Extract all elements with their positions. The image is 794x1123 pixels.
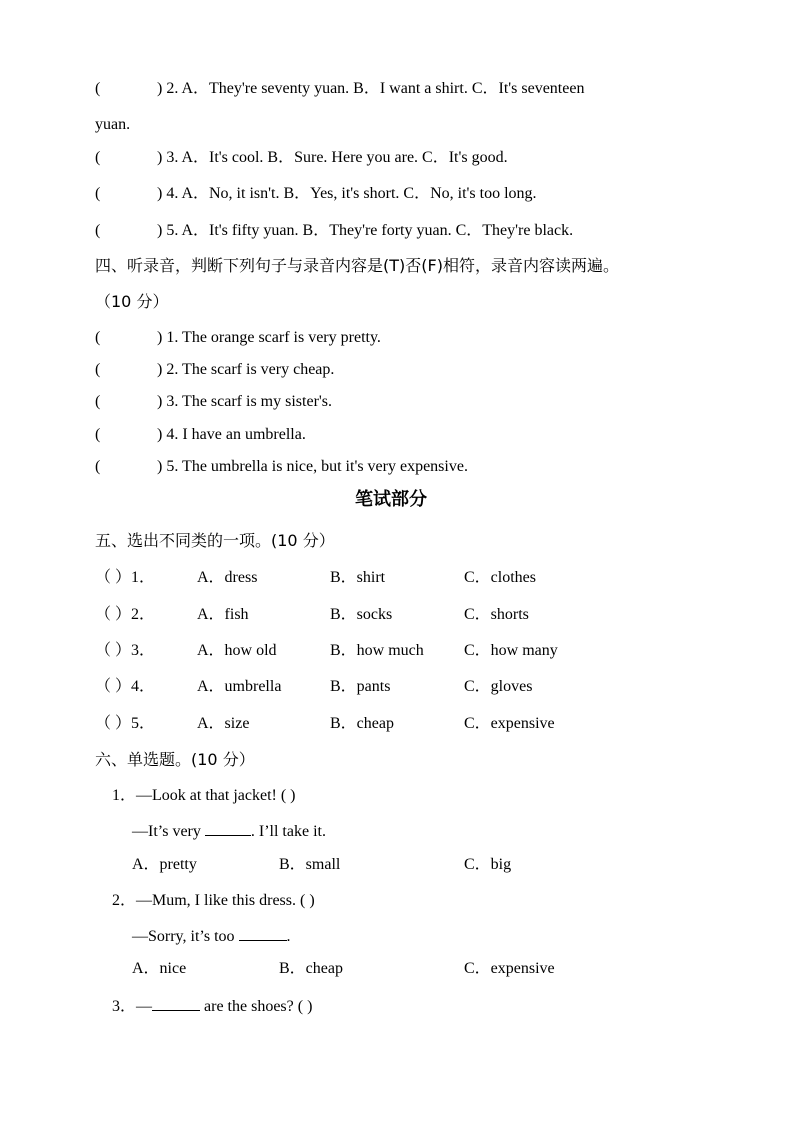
item-number: （ ）2．	[95, 606, 156, 623]
answer-paren: (	[95, 426, 101, 443]
statement-text: ) 3. The scarf is my sister's.	[157, 393, 332, 410]
reply-before-blank: —Sorry, it’s too	[132, 928, 239, 945]
option-a: A．fish	[197, 606, 249, 623]
question-text-continuation: yuan.	[95, 116, 131, 133]
item-number: （ ）5．	[95, 715, 156, 732]
reply-before-blank: —It’s very	[132, 823, 205, 840]
question-text: ) 2. A．They're seventy yuan. B．I want a shirt. C．It's seventeen	[157, 80, 585, 97]
question-text: ) 5. A．It's fifty yuan. B．They're forty yuan. C．They're black.	[157, 222, 574, 239]
answer-paren: (	[95, 361, 101, 378]
option-b: B．cheap	[279, 960, 343, 977]
answer-paren: (	[95, 149, 101, 166]
option-c: C．expensive	[464, 715, 555, 732]
item-number: （ ）3．	[95, 642, 156, 659]
option-c: C．big	[464, 856, 512, 873]
answer-paren: (	[95, 393, 101, 410]
reply-after-blank: .	[286, 928, 291, 945]
statement-text: ) 4. I have an umbrella.	[157, 426, 306, 443]
option-c: C．shorts	[464, 606, 529, 623]
statement-text: ) 5. The umbrella is nice, but it's very expensive.	[157, 458, 468, 475]
section4-score: （10 分）	[95, 292, 169, 311]
dialogue-reply	[132, 821, 326, 842]
answer-paren: (	[95, 80, 101, 97]
option-a: A．nice	[132, 960, 187, 977]
section4-heading: 四、听录音，判断下列句子与录音内容是(T)否(F)相符，录音内容读两遍。	[95, 256, 619, 275]
question-stem: 2．—Mum, I like this dress. ( )	[112, 892, 315, 909]
item-number: （ ）4．	[95, 678, 156, 695]
written-part-title: 笔试部分	[355, 489, 427, 510]
option-a: A．pretty	[132, 856, 197, 873]
answer-paren: (	[95, 222, 101, 239]
answer-paren: (	[95, 458, 101, 475]
question-stem: 1．—Look at that jacket! ( )	[112, 787, 296, 804]
option-b: B．socks	[330, 606, 393, 623]
option-a: A．umbrella	[197, 678, 282, 695]
option-c: C．expensive	[464, 960, 555, 977]
section6-heading: 六、单选题。(10 分）	[95, 750, 255, 769]
section5-heading: 五、选出不同类的一项。(10 分）	[95, 531, 335, 550]
option-c: C．gloves	[464, 678, 533, 695]
stem-before-blank: 3．—	[112, 998, 153, 1015]
option-b: B．cheap	[330, 715, 394, 732]
reply-after-blank: . I’ll take it.	[250, 823, 326, 840]
option-a: A．dress	[197, 569, 258, 586]
option-c: C．how many	[464, 642, 558, 659]
answer-blank	[152, 996, 200, 1011]
option-b: B．how much	[330, 642, 424, 659]
answer-blank	[205, 821, 251, 836]
option-b: B．pants	[330, 678, 391, 695]
option-a: A．how old	[197, 642, 277, 659]
statement-text: ) 1. The orange scarf is very pretty.	[157, 329, 381, 346]
answer-paren: (	[95, 329, 101, 346]
dialogue-reply	[132, 926, 291, 947]
option-a: A．size	[197, 715, 250, 732]
question-text: ) 4. A．No, it isn't. B．Yes, it's short. C．No, it's too long.	[157, 185, 537, 202]
statement-text: ) 2. The scarf is very cheap.	[157, 361, 335, 378]
question-stem	[112, 996, 312, 1017]
answer-paren: (	[95, 185, 101, 202]
option-b: B．small	[279, 856, 341, 873]
question-text: ) 3. A．It's cool. B．Sure. Here you are. C．It's good.	[157, 149, 508, 166]
option-b: B．shirt	[330, 569, 386, 586]
answer-blank	[239, 926, 287, 941]
stem-after-blank: are the shoes? ( )	[200, 998, 313, 1015]
option-c: C．clothes	[464, 569, 536, 586]
item-number: （ ）1．	[95, 569, 156, 586]
